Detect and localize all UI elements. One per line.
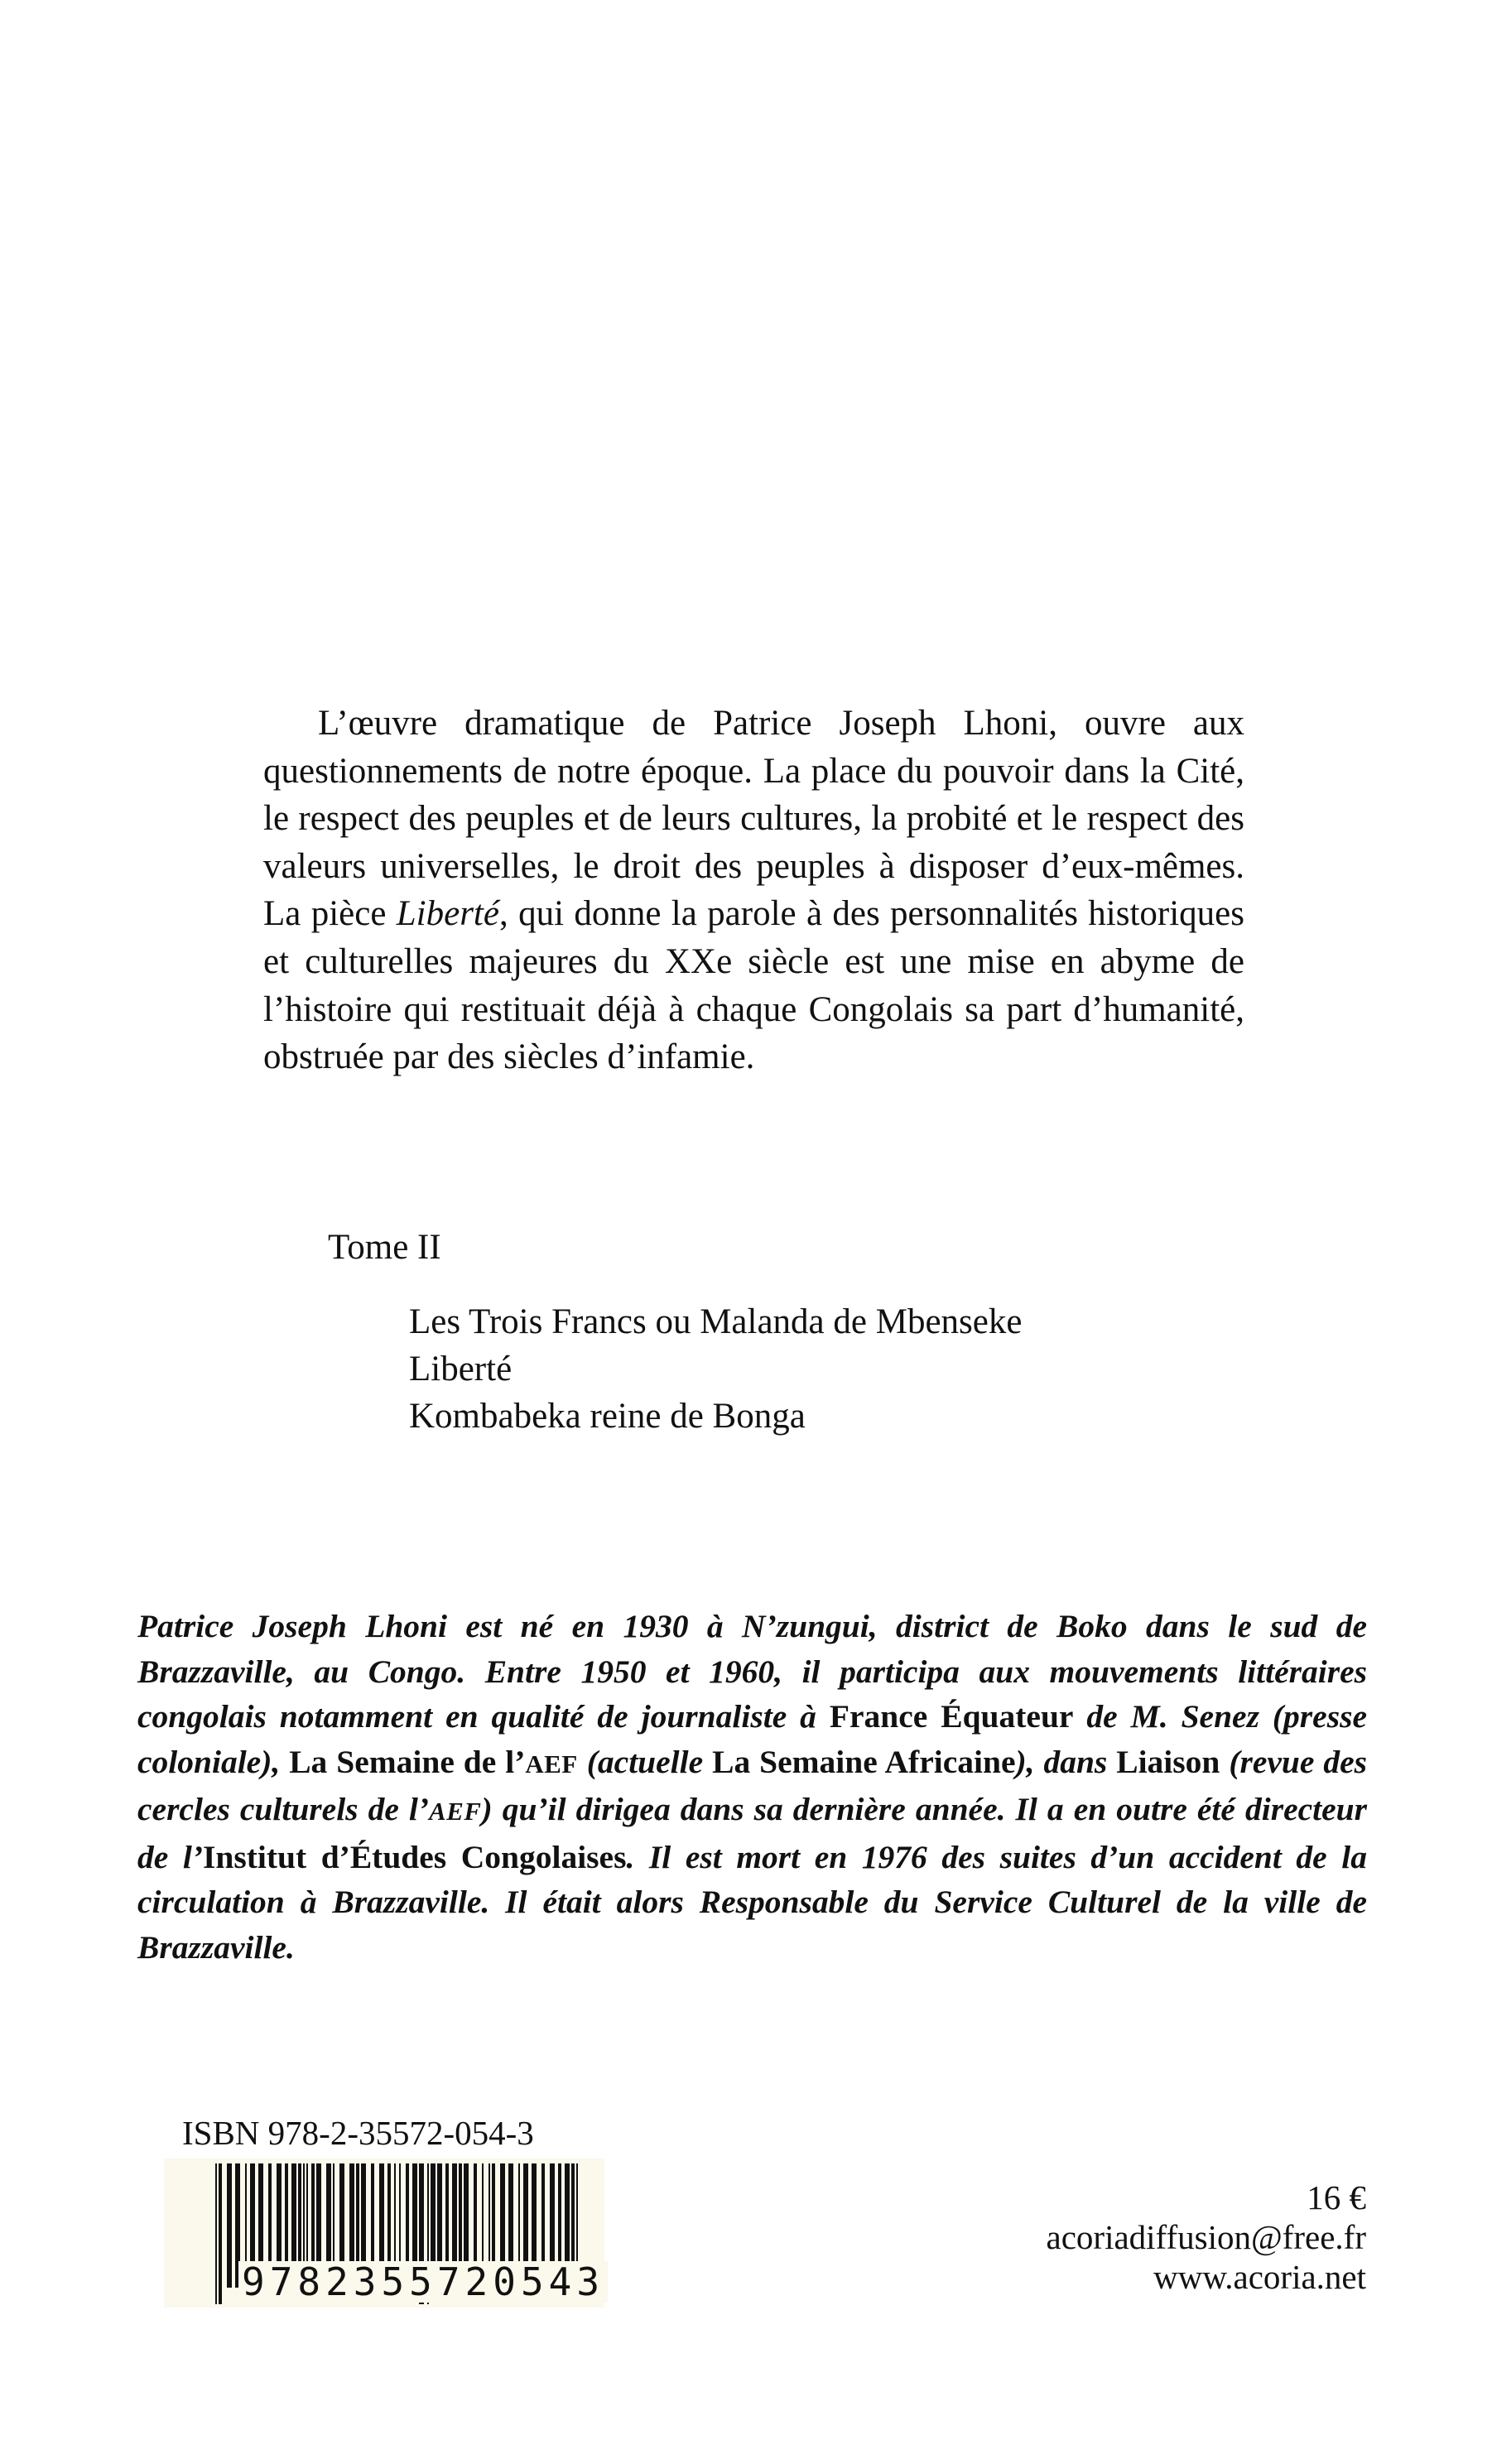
summary-italic-title: Liberté [396,894,499,934]
bio-publication: Institut d’Études Congolaises [203,1838,627,1875]
bio-publication: France Équateur [829,1698,1074,1735]
contents-item: Les Trois Francs ou Malanda de Mbenseke [409,1302,1023,1341]
bio-text: (actuelle [577,1743,713,1780]
barcode-bar [219,2163,222,2304]
bio-acronym: AEF [429,1797,482,1826]
isbn-label: ISBN 978-2-35572-054-3 [182,2114,534,2152]
barcode-bar [227,2163,232,2288]
summary-text: L’œuvre dramatique de Patrice Joseph Lhoni, ouvre aux questionnements de notre époque. La place du pouvoir dans la Cité, le respect des peuples et de leurs cultures, la probité et le respect des valeurs universelles, le droit des peuples à disposer d’eux-mêmes. La pièce [263,704,1244,934]
bio-publication: La Semaine Africaine [712,1743,1016,1780]
bio-text: ) qu’il dirigea dans sa dernière année. Il a en outre été directeur de l’ [137,1791,1367,1875]
bio-text: . Il est mort en 1976 des suites d’un accident de la circulation à Brazzaville. Il était alors Responsable du Service Culturel de la ville de Brazzaville. [137,1838,1368,1966]
barcode [164,2158,604,2308]
summary-paragraph [263,700,1244,1081]
bio-text: ), dans [1015,1743,1117,1780]
publisher-info [1047,2178,1366,2297]
author-biography [137,1604,1367,1970]
barcode-bar [215,2163,217,2304]
bio-text: de M. Senez (presse coloniale), [137,1698,1367,1780]
tome-heading: Tome II [328,1228,441,1267]
contents-list [409,1298,1022,1440]
publisher-website: www.acoria.net [1153,2258,1366,2296]
bio-text: Patrice Joseph Lhoni est né en 1930 à N’zungui, district de Boko dans le sud de Brazzaville, au Congo. Entre 1950 et 1960, il participa aux mouvements littéraires congolais notamment en qualité de journaliste à [137,1608,1367,1735]
bio-publication: Liaison [1116,1743,1220,1780]
contents-item: Liberté [409,1350,513,1388]
summary-text-end: , qui donne la parole à des personnalités historiques et culturelles majeures du XXe siècle est une mise en abyme de l’histoire qui restituait déjà à chaque Congolais sa part d’humanité, obstruée par des siècles d’infamie. [263,894,1244,1077]
bio-text: (revue des cercles culturels de l’ [137,1743,1367,1827]
bio-acronym: AEF [525,1749,578,1778]
price: 16 € [1307,2178,1366,2216]
contents-item: Kombabeka reine de Bonga [409,1397,806,1436]
barcode-digits: 9782355720543 [238,2261,608,2303]
bio-publication-name: La Semaine de l’ [289,1743,526,1780]
publisher-email: acoriadiffusion@free.fr [1046,2218,1366,2256]
bio-publication [289,1744,578,1780]
